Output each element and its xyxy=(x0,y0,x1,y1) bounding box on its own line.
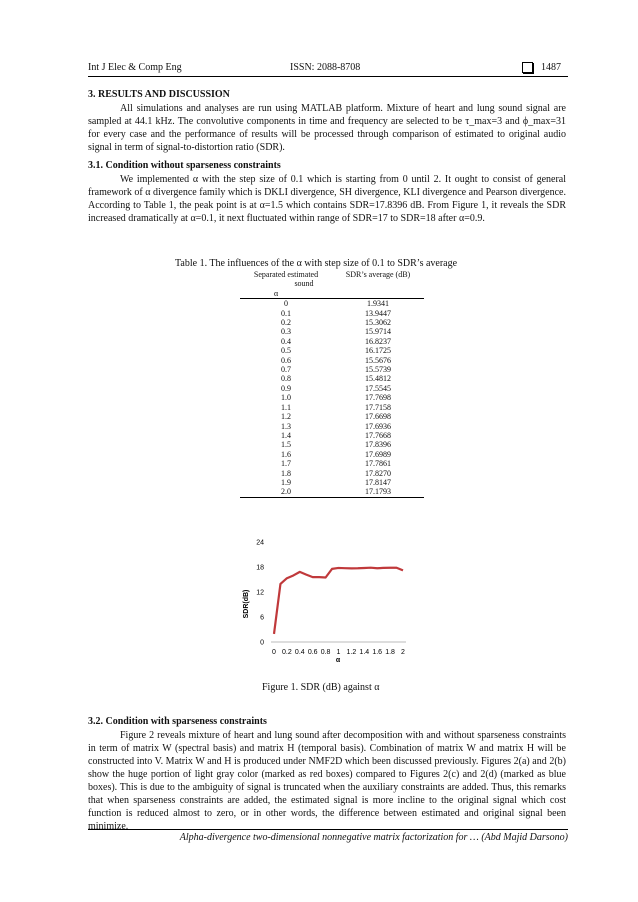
alpha-cell: 1.8 xyxy=(281,468,291,478)
section-paragraph-with-constraints xyxy=(88,729,566,833)
sdr-series-line xyxy=(274,568,403,634)
alpha-cell: 1.3 xyxy=(281,421,291,431)
sdr-cell: 17.6989 xyxy=(365,449,391,459)
alpha-cell: 1.9 xyxy=(281,477,291,487)
x-tick-label: 1.2 xyxy=(346,649,357,656)
alpha-cell: 0.2 xyxy=(281,318,291,328)
alpha-cell: 0.1 xyxy=(281,308,291,318)
sdr-cell: 17.8270 xyxy=(365,468,391,478)
table-header-sdr: SDR’s average (dB) xyxy=(332,270,424,299)
sdr-cell: 17.7698 xyxy=(365,393,391,403)
table-row xyxy=(240,478,424,487)
x-tick-label: 0 xyxy=(272,649,276,656)
figure-caption: Figure 1. SDR (dB) against α xyxy=(262,682,380,693)
alpha-cell: 0.3 xyxy=(281,327,291,337)
sdr-cell: 17.1793 xyxy=(332,487,424,497)
sdr-cell: 17.5545 xyxy=(365,383,391,393)
y-axis-label: SDR(dB) xyxy=(243,589,250,619)
sdr-cell: 1.9341 xyxy=(367,299,389,309)
sdr-cell: 15.5676 xyxy=(365,355,391,365)
table-row xyxy=(240,440,424,449)
running-header-issn: ISSN: 2088-8708 xyxy=(290,62,361,73)
sdr-cell: 17.7861 xyxy=(365,459,391,469)
header-rule xyxy=(88,76,568,77)
table-row xyxy=(240,412,424,421)
x-tick-label: 0.6 xyxy=(307,649,318,656)
section-paragraph-without-constraints xyxy=(88,173,566,225)
table-row xyxy=(240,356,424,365)
alpha-cell: 2.0 xyxy=(240,487,332,497)
x-tick-label: 0.2 xyxy=(282,649,292,656)
sdr-cell: 15.9714 xyxy=(365,327,391,337)
header-line: α xyxy=(274,288,279,298)
table-caption: Table 1. The influences of the α with step size of 0.1 to SDR’s average xyxy=(175,258,458,269)
alpha-cell: 0.4 xyxy=(281,336,291,346)
alpha-cell: 1.7 xyxy=(281,459,291,469)
table-row xyxy=(240,469,424,478)
sdr-cell: 17.6936 xyxy=(365,421,391,431)
sdr-cell: 17.7668 xyxy=(365,430,391,440)
table-row xyxy=(240,459,424,468)
alpha-cell: 1.4 xyxy=(281,430,291,440)
y-tick-label: 12 xyxy=(256,589,264,597)
x-tick-label: 2 xyxy=(401,649,405,656)
alpha-cell: 0.7 xyxy=(281,365,291,375)
table-row xyxy=(240,337,424,346)
table-row xyxy=(240,346,424,355)
alpha-cell: 0.9 xyxy=(281,383,291,393)
sdr-cell: 13.9447 xyxy=(365,308,391,318)
page-number: 1487 xyxy=(541,62,561,73)
table-row xyxy=(240,450,424,459)
paragraph-text: Figure 2 reveals mixture of heart and lung sound after decomposition with and without sparseness constraints in term of matrix W (spectral basis) and matrix H (temporal basis). Combination of matrix W and matrix H will be constructed into V. Matrix W and H is produced under NMF2D which been discussed previously. Figures 2(a) and 2(b) show the huge portion of light gray color (marked as red boxes) compared to Figures 2(c) and 2(d) (marked as blue boxes). This is due to the ambiguity of signal is truncated when the auxiliary constraints are added. Thus, this remarks that when sparseness constraints are added, the estimated signal is more incline to the original signal which cost function is reduced almost to zero, or in other words, the difference between estimated and original signal been minimize. xyxy=(88,730,566,832)
table-row xyxy=(240,365,424,374)
sdr-cell: 15.3062 xyxy=(365,318,391,328)
sdr-cell: 17.6698 xyxy=(365,412,391,422)
y-tick-label: 24 xyxy=(256,539,264,547)
section-heading-results: 3. RESULTS AND DISCUSSION xyxy=(88,89,230,100)
sdr-line-chart xyxy=(238,532,428,672)
sdr-cell: 17.8396 xyxy=(365,440,391,450)
y-tick-label: 18 xyxy=(256,564,264,572)
alpha-cell: 1.6 xyxy=(281,449,291,459)
x-tick-label: 0.4 xyxy=(294,649,305,656)
alpha-cell: 1.2 xyxy=(281,412,291,422)
sdr-cell: 15.5739 xyxy=(365,365,391,375)
alpha-cell: 1.0 xyxy=(281,393,291,403)
table-row xyxy=(240,487,424,497)
x-tick-label: 1.6 xyxy=(372,649,383,656)
x-axis-label: α xyxy=(335,657,341,664)
alpha-cell: 0.5 xyxy=(281,346,291,356)
sdr-cell: 16.8237 xyxy=(365,336,391,346)
sdr-table xyxy=(240,270,424,498)
table-row xyxy=(240,318,424,327)
table-row xyxy=(240,403,424,412)
table-row xyxy=(240,431,424,440)
x-tick-label: 1 xyxy=(336,649,341,656)
table-row xyxy=(240,374,424,383)
header-line: sound xyxy=(294,279,314,289)
table-row xyxy=(240,327,424,336)
section-heading-with-constraints: 3.2. Condition with sparseness constraints xyxy=(88,716,267,727)
sdr-cell: 17.7158 xyxy=(365,402,391,412)
alpha-cell: 1.1 xyxy=(281,402,291,412)
square-icon xyxy=(522,62,533,73)
sdr-cell: 17.8147 xyxy=(365,477,391,487)
paragraph-text: We implemented α with the step size of 0.1 which is starting from 0 until 2. It ought to consist of general framework of α divergence family which is DKLI divergence, SH divergence, KLI divergence and Pearson divergence. According to Table 1, the peak point is at α=1.5 which contains SDR=17.8396 dB. From Figure 1, it reveals the SDR increased dramatically at α=0.1, it next fluctuated within range of SDR=17 to SDR=18 after α=0.9. xyxy=(88,174,566,224)
sdr-cell: 15.4812 xyxy=(365,374,391,384)
y-tick-label: 0 xyxy=(260,639,264,647)
x-tick-label: 1.8 xyxy=(385,649,395,656)
alpha-cell: 0.6 xyxy=(281,355,291,365)
section-paragraph-results xyxy=(88,102,566,154)
header-line: Separated estimated xyxy=(253,270,319,279)
section-heading-without-constraints: 3.1. Condition without sparseness constraints xyxy=(88,160,281,171)
table-row xyxy=(240,299,424,309)
sdr-cell: 16.1725 xyxy=(365,346,391,356)
table-row xyxy=(240,309,424,318)
table-row xyxy=(240,393,424,402)
alpha-cell: 1.5 xyxy=(281,440,291,450)
paragraph-text: All simulations and analyses are run using MATLAB platform. Mixture of heart and lung sound signal are sampled at 44.1 kHz. The convolutive components in time and frequency are selected to be τ_max=3 and ϕ_max=31 for every case and the performance of results will be processed through comparison of estimated to original audio signal in term of signal-to-distortion ratio (SDR). xyxy=(88,103,566,153)
table-header-alpha xyxy=(240,270,332,299)
running-footer: Alpha-divergence two-dimensional nonnegative matrix factorization for … (Abd Majid Darsono) xyxy=(179,832,568,843)
alpha-cell: 0 xyxy=(284,299,288,309)
table-row xyxy=(240,422,424,431)
running-header-journal: Int J Elec & Comp Eng xyxy=(88,62,182,73)
footer-rule xyxy=(88,829,568,830)
x-tick-label: 1.4 xyxy=(359,649,370,656)
y-tick-label: 6 xyxy=(260,614,264,622)
x-tick-label: 0.8 xyxy=(320,649,331,656)
alpha-cell: 0.8 xyxy=(281,374,291,384)
table-row xyxy=(240,384,424,393)
